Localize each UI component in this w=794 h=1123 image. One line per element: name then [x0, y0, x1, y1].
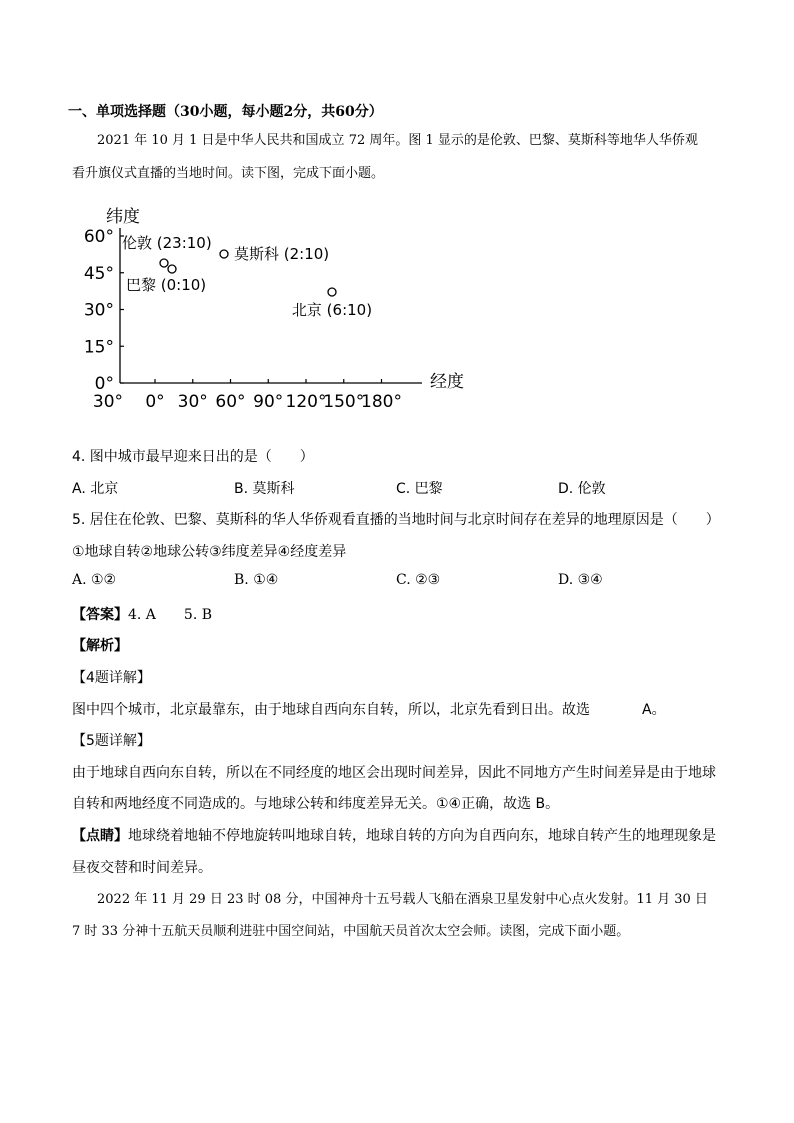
q4-option-c[interactable]: C. 巴黎	[396, 481, 443, 497]
q4-detail-text	[72, 699, 666, 719]
q5-option-c[interactable]: C. ②③	[396, 572, 441, 588]
note-line2: 昼夜交替和时间差异。	[72, 860, 212, 876]
answer-text: 4. A 5. B	[128, 607, 213, 623]
x-tick-label: 30°	[92, 392, 124, 412]
x-tick-label: 30°	[177, 392, 208, 412]
note-text1: 地球绕着地轴不停地旋转叫地球自转，地球自转的方向为自西向东，地球自转产生的地理现象是	[128, 828, 716, 844]
city-marker-莫斯科	[220, 250, 228, 258]
y-axis-label: 纬度	[106, 207, 140, 227]
q5-sub: ①地球自转②地球公转③纬度差异④经度差异	[72, 544, 347, 560]
city-points	[122, 234, 372, 319]
q4-option-a[interactable]: A. 北京	[72, 481, 119, 497]
note-line1	[72, 825, 716, 845]
q4-detail-body: 图中四个城市，北京最靠东，由于地球自西向东自转，所以，北京先看到日出。故选	[72, 702, 590, 718]
y-tick-label: 15°	[83, 337, 114, 358]
city-marker-巴黎	[168, 265, 176, 273]
x-tick-label: 150°	[323, 392, 365, 412]
q5-option-a[interactable]: A. ①②	[72, 572, 117, 588]
q5-detail-line2: 自转和两地经度不同造成的。与地球公转和纬度差异无关。①④正确，故选 B。	[72, 796, 560, 812]
answer-tag: 【答案】	[72, 607, 128, 623]
y-ticks	[84, 227, 124, 394]
intro1-line1: 2021 年 10 月 1 日是中华人民共和国成立 72 周年。图 1 显示的是伦敦、巴黎、莫斯科等地华人华侨观	[97, 133, 698, 148]
analysis-tag: 【解析】	[72, 638, 128, 654]
q4-detail-tag: 【4题详解】	[72, 670, 151, 686]
intro2-line2: 7 时 33 分神十五航天员顺利进驻中国空间站，中国航天员首次太空会师。读图，完成下面小题。	[72, 924, 630, 939]
x-ticks	[93, 379, 402, 412]
city-label-北京: 北京 (6:10)	[291, 301, 373, 319]
city-label-莫斯科: 莫斯科 (2:10)	[234, 245, 330, 263]
q4-stem: 4. 图中城市最早迎来日出的是（ ）	[72, 449, 314, 465]
intro2-line1: 2022 年 11 月 29 日 23 时 08 分，中国神舟十五号载人飞船在酒泉卫星发射中心点火发射。11 月 30 日	[97, 892, 708, 907]
intro1-line2: 看升旗仪式直播的当地时间。读下图，完成下面小题。	[72, 166, 385, 181]
q5-option-b[interactable]: B. ①④	[234, 572, 279, 588]
x-tick-label: 120°	[285, 392, 327, 412]
x-axis-label: 经度	[430, 372, 464, 392]
x-tick-label: 0°	[145, 392, 165, 412]
y-tick-label: 60°	[83, 227, 114, 247]
city-marker-北京	[328, 288, 336, 296]
q4-option-b[interactable]: B. 莫斯科	[234, 481, 295, 497]
q5-option-d[interactable]: D. ③④	[558, 572, 603, 588]
q4-option-d[interactable]: D. 伦敦	[558, 481, 606, 497]
q4-detail-choice: A。	[642, 702, 666, 718]
city-label-伦敦: 伦敦 (23:10)	[122, 234, 212, 252]
y-tick-label: 30°	[83, 300, 114, 321]
section-title: 一、单项选择题（30小题，每小题2分，共60分）	[68, 104, 383, 120]
x-tick-label: 60°	[215, 392, 246, 412]
q5-stem: 5. 居住在伦敦、巴黎、莫斯科的华人华侨观看直播的当地时间与北京时间存在差异的地理原因是（ ）	[72, 512, 720, 528]
city-label-巴黎: 巴黎 (0:10)	[126, 276, 207, 294]
y-tick-label: 45°	[83, 263, 114, 284]
lat-lon-chart	[70, 196, 490, 416]
city-marker-伦敦	[160, 259, 168, 267]
x-tick-label: 90°	[253, 392, 284, 412]
y-tick-label: 0°	[94, 374, 114, 394]
q5-detail-line1: 由于地球自西向东自转，所以在不同经度的地区会出现时间差异，因此不同地方产生时间差异是由于地球	[72, 765, 716, 781]
q5-detail-tag: 【5题详解】	[72, 733, 151, 749]
answer-line	[72, 604, 212, 624]
x-tick-label: 180°	[361, 392, 402, 412]
note-tag: 【点睛】	[72, 828, 128, 844]
